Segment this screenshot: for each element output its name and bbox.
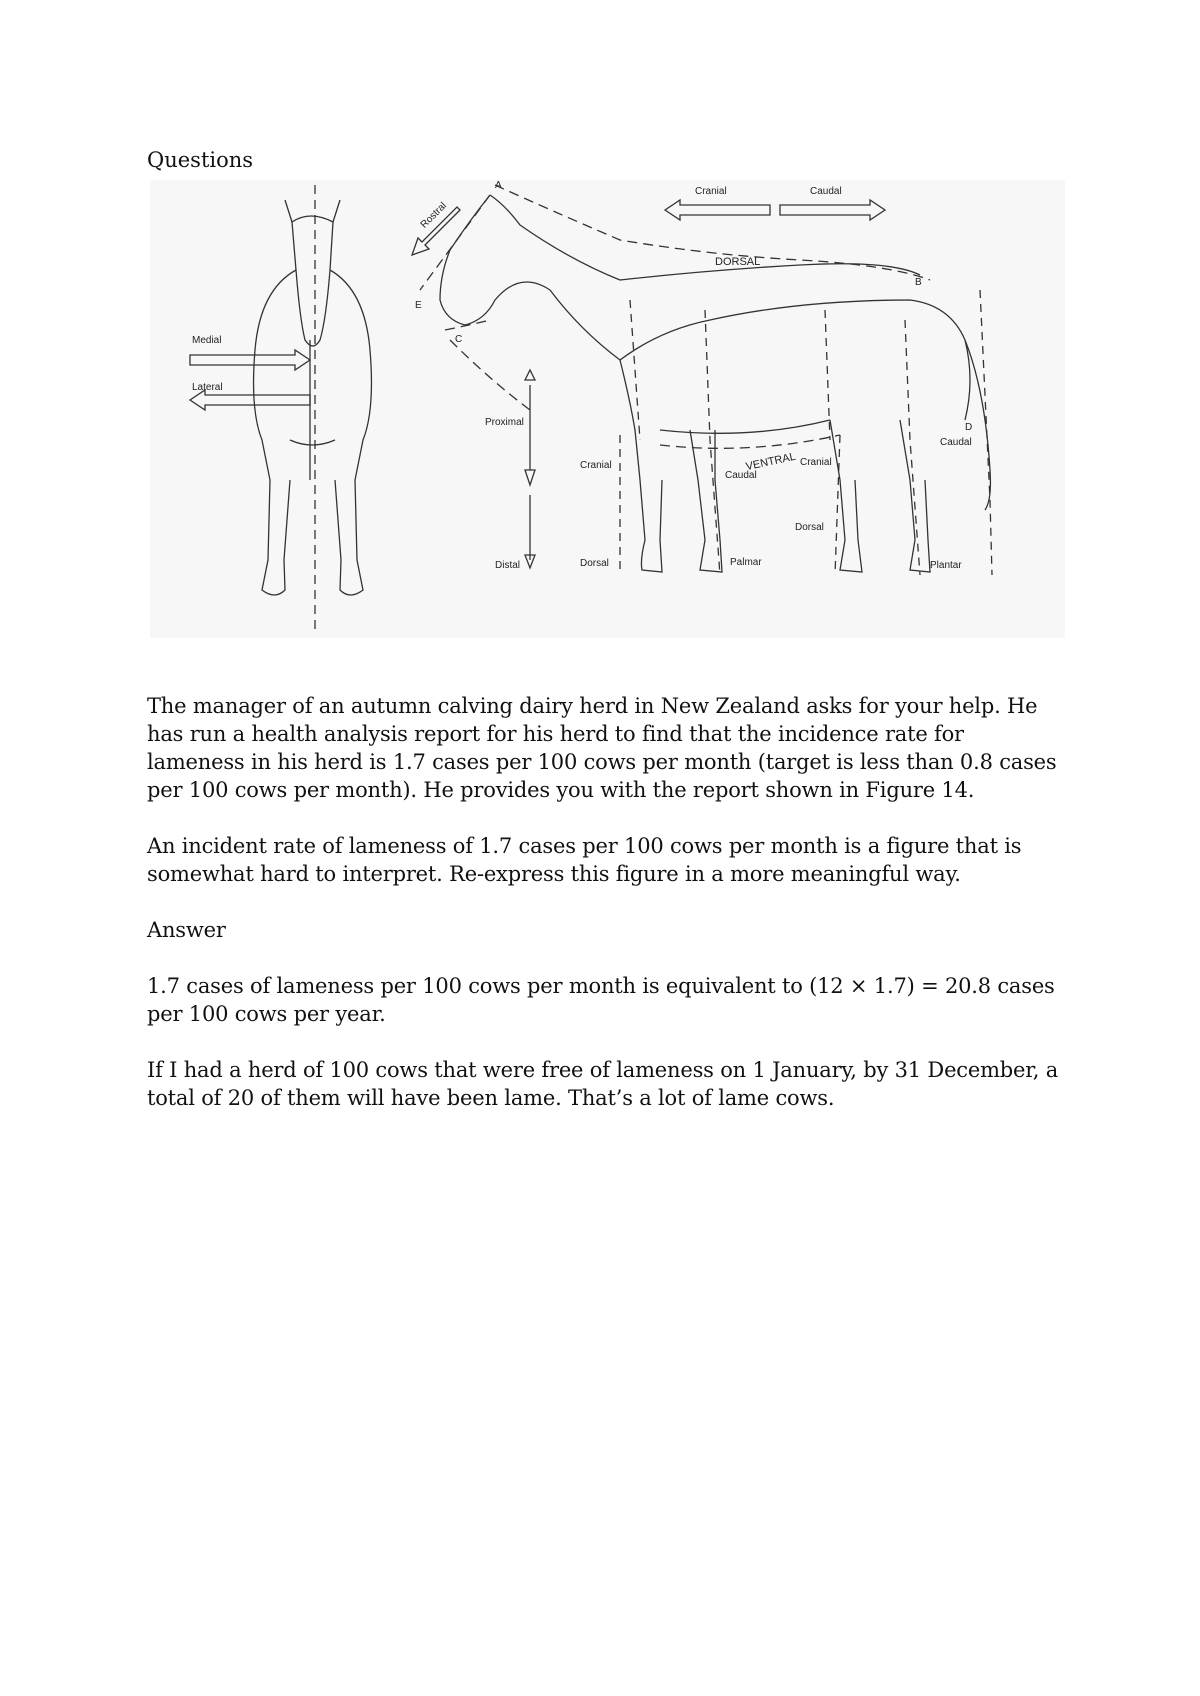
point-a-label: A (495, 180, 502, 191)
answer-paragraph-2: If I had a herd of 100 cows that were free of lameness on 1 January, by 31 December, a total of 20 of them will have been lame. That’s a lot of lame cows. (147, 1058, 1059, 1110)
distal-label: Distal (495, 560, 521, 571)
caudal-fore-label: Caudal (725, 470, 757, 481)
horse-anatomy-figure (150, 180, 1065, 638)
answer-heading: Answer (147, 918, 226, 942)
caudal-top-label: Caudal (810, 186, 842, 197)
answer-paragraph-1: 1.7 cases of lameness per 100 cows per month is equivalent to (12 × 1.7) = 20.8 cases per 100 cows per year. (147, 974, 1055, 1026)
cranial-fore-label: Cranial (580, 460, 612, 471)
dorsal-label: DORSAL (715, 256, 761, 268)
dorsal-hind-label: Dorsal (795, 522, 824, 533)
medial-label: Medial (192, 335, 222, 346)
point-d-label: D (965, 422, 973, 433)
point-c-label: C (455, 334, 463, 345)
point-b-label: B (915, 277, 922, 288)
dorsal-fore-label: Dorsal (580, 558, 609, 569)
proximal-label: Proximal (485, 417, 524, 428)
caudal-tail-label: Caudal (940, 437, 972, 448)
section-heading: Questions (147, 148, 254, 172)
horse-anatomy-illustration (150, 180, 1065, 638)
question-paragraph-2: An incident rate of lameness of 1.7 cases per 100 cows per month is a figure that is somewhat hard to interpret. Re-express this figure in a more meaningful way. (147, 834, 1022, 886)
cranial-hind-label: Cranial (800, 457, 832, 468)
question-paragraph-1: The manager of an autumn calving dairy herd in New Zealand asks for your help. He has run a health analysis report for his herd to find that the incidence rate for lameness in his herd is 1.7 cases per 100 cows per month (target is less than 0.8 cases per 100 cows per month). He provides you with the report shown in Figure 14. (147, 694, 1057, 802)
cranial-top-label: Cranial (695, 186, 727, 197)
ventral-label: VENTRAL (744, 450, 797, 474)
palmar-label: Palmar (730, 557, 762, 568)
rostral-label: Rostral (418, 200, 449, 231)
point-e-label: E (415, 300, 422, 311)
plantar-label: Plantar (930, 560, 962, 571)
lateral-label: Lateral (192, 382, 223, 393)
